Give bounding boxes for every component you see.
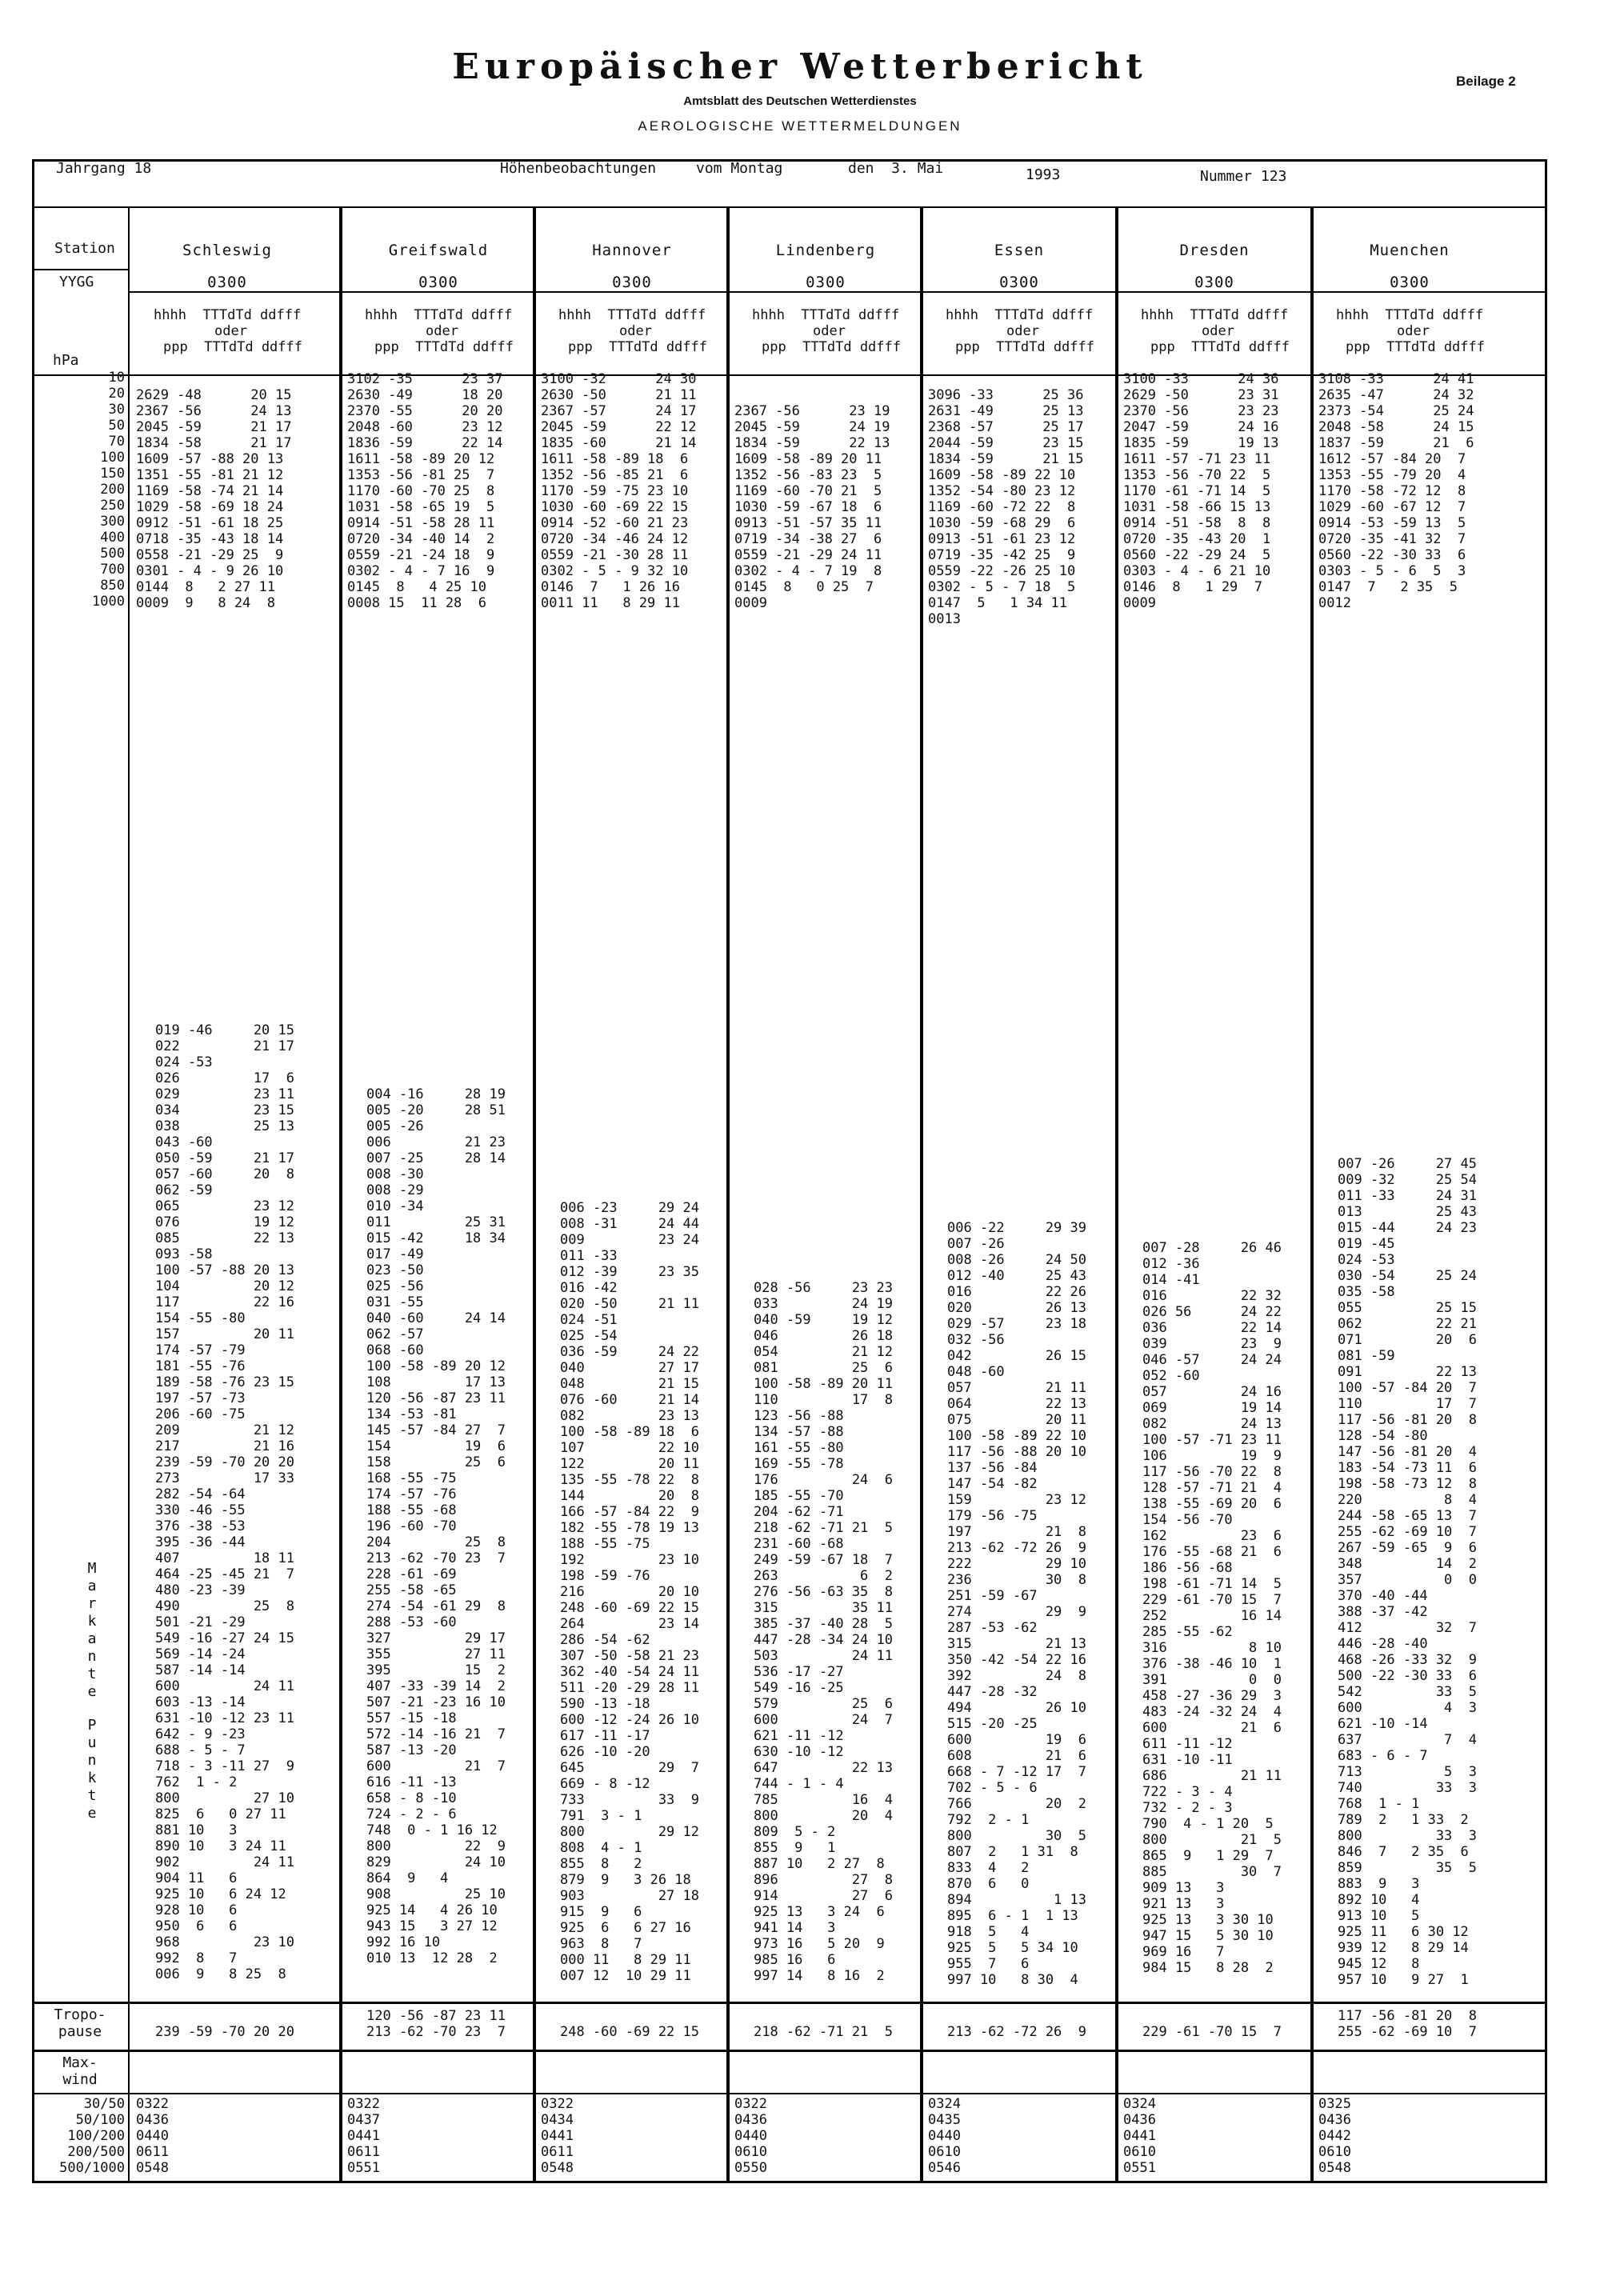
tropopause-data: 239 -59 -70 20 20	[155, 2024, 294, 2040]
column-header-mid: oder	[426, 323, 458, 339]
observation-type: Höhenbeobachtungen	[500, 160, 657, 177]
station-label-divider	[32, 269, 128, 270]
hpa-label: hPa	[53, 352, 79, 369]
significant-levels-data: 007 -26 27 45 009 -32 25 54 011 -33 24 31 013 25 43 015 -44 24 23 019 -45 024 -53 030 -54 25 24 035 -58 055 25 15 062 22 21 071 20 6 081 -59 091 22 13 100 -57 -84 20 7 110 17 7 117 -56 -81 20 8 128 -54 -80 147 -56 -81 20 4 183 -54 -73 11 6 198 -58 -73 12 8 220 8 4 244 -58 -65 13 7 255 -62 -69 10 7 267 -59 -65 9 6 348 14 2 357 0 0 370 -40 -44 388 -37 -42 412 32 7 446 -28 -40 468 -26 -33 32 9 500 -22 -30 33 6 542 33 5 600 4 3 621 -10 -14 637 7 4 683 - 6 - 7 713 5 3 740 33 3 768 1 - 1 789 2 1 33 2 800 33 3 846 7 2 35 6 859 35 5 883 9 3 892 10 4 913 10 5 925 11 6 30 12 939 12 8 29 14 945 12 8 957 10 9 27 1	[1338, 1156, 1477, 1988]
tropopause-data: 229 -61 -70 15 7	[1142, 2024, 1282, 2040]
maxwind-data: 0322 0436 0440 0610 0550	[734, 2096, 767, 2176]
station-name: Muenchen	[1370, 242, 1450, 259]
maxwind-data: 0324 0436 0441 0610 0551	[1123, 2096, 1156, 2176]
column-header-bottom: ppp TTTdTd ddfff	[163, 339, 302, 355]
maxwind-label: Max- wind	[62, 2054, 98, 2088]
maxwind-data: 0325 0436 0442 0610 0548	[1318, 2096, 1351, 2176]
station-name: Lindenberg	[775, 242, 876, 259]
maxwind-data: 0322 0437 0441 0611 0551	[347, 2096, 380, 2176]
station-time: 0300	[612, 274, 652, 291]
column-header-top: hhhh TTTdTd ddfff	[154, 307, 302, 323]
maxwind-divider	[32, 2050, 1547, 2052]
volume-label: Jahrgang 18	[56, 160, 152, 177]
significant-levels-data: 006 -23 29 24 008 -31 24 44 009 23 24 011 -33 012 -39 23 35 016 -42 020 -50 21 11 024 -51 025 -54 036 -59 24 22 040 27 17 048 21 15 076 -60 21 14 082 23 13 100 -58 -89 18 6 107 22 10 122 20 11 135 -55 -78 22 8 144 20 8 166 -57 -84 22 9 182 -55 -78 19 13 188 -55 -75 192 23 10 198 -59 -76 216 20 10 248 -60 -69 22 15 264 23 14 286 -54 -62 307 -50 -58 21 23 362 -40 -54 24 11 511 -20 -29 28 11 590 -13 -18 600 -12 -24 26 10 617 -11 -17 626 -10 -20 645 29 7 669 - 8 -12 733 33 9 791 3 - 1 800 29 12 808 4 - 1 855 8 2 879 9 3 26 18 903 27 18 915 9 6 925 6 6 27 16 963 8 7 000 11 8 29 11 007 12 10 29 11	[560, 1200, 699, 1984]
column-divider	[726, 206, 730, 2183]
station-time: 0300	[207, 274, 247, 291]
station-time: 0300	[806, 274, 846, 291]
column-header-mid: oder	[813, 323, 846, 339]
column-header-bottom: ppp TTTdTd ddfff	[762, 339, 901, 355]
column-header-top: hhhh TTTdTd ddfff	[1336, 307, 1484, 323]
punkte-label: P u n k t e	[87, 1717, 97, 1822]
tropopause-data: 117 -56 -81 20 8 255 -62 -69 10 7	[1338, 2008, 1477, 2040]
tropopause-data: 120 -56 -87 23 11 213 -62 -70 23 7	[366, 2008, 506, 2040]
yygg-label: YYGG	[59, 274, 94, 290]
maxwind-data: 0322 0436 0440 0611 0548	[136, 2096, 169, 2176]
maxwind-levels: 30/50 50/100 100/200 200/500 500/1000	[59, 2096, 125, 2176]
significant-levels-data: 004 -16 28 19 005 -20 28 51 005 -26 006 21 23 007 -25 28 14 008 -30 008 -29 010 -34 011 25 31 015 -42 18 34 017 -49 023 -50 025 -56 031 -55 040 -60 24 14 062 -57 068 -60 100 -58 -89 20 12 108 17 13 120 -56 -87 23 11 134 -53 -81 145 -57 -84 27 7 154 19 6 158 25 6 168 -55 -75 174 -57 -76 188 -55 -68 196 -60 -70 204 25 8 213 -62 -70 23 7 228 -61 -69 255 -58 -65 274 -54 -61 29 8 288 -53 -60 327 29 17 355 27 11 395 15 2 407 -33 -39 14 2 507 -21 -23 16 10 557 -15 -18 572 -14 -16 21 7 587 -13 -20 600 21 7 616 -11 -13 658 - 8 -10 724 - 2 - 6 748 0 - 1 16 12 800 22 9 829 24 10 864 9 4 908 25 10 925 14 4 26 10 943 15 3 27 12 992 16 10 010 13 12 28 2	[366, 1086, 506, 1966]
column-header-mid: oder	[214, 323, 247, 339]
column-header-top: hhhh TTTdTd ddfff	[365, 307, 513, 323]
column-divider	[1310, 206, 1314, 2183]
station-time: 0300	[1390, 274, 1430, 291]
page-title: Europäischer Wetterbericht	[452, 46, 1148, 87]
maxwind-data: 0324 0435 0440 0610 0546	[928, 2096, 961, 2176]
maxwind-header-divider	[32, 2093, 1547, 2094]
significant-levels-data: 007 -28 26 46 012 -36 014 -41 016 22 32 026 56 24 22 036 22 14 039 23 9 046 -57 24 24 052 -60 057 24 16 069 19 14 082 24 13 100 -57 -71 23 11 106 19 9 117 -56 -70 22 8 128 -57 -71 21 4 138 -55 -69 20 6 154 -56 -70 162 23 6 176 -55 -68 21 6 186 -56 -68 198 -61 -71 14 5 229 -61 -70 15 7 252 16 14 285 -55 -62 316 8 10 376 -38 -46 10 1 391 0 0 458 -27 -36 29 3 483 -24 -32 24 4 600 21 6 611 -11 -12 631 -10 -11 686 21 11 722 - 3 - 4 732 - 2 - 3 790 4 - 1 20 5 800 21 5 865 9 1 29 7 885 30 7 909 13 3 921 13 3 925 13 3 30 10 947 15 5 30 10 969 16 7 984 15 8 28 2	[1142, 1240, 1282, 1976]
label-column-divider	[128, 206, 130, 2183]
info-row-divider	[32, 206, 1547, 208]
column-header-mid: oder	[619, 323, 652, 339]
issue-number: Nummer 123	[1200, 168, 1287, 185]
station-name: Essen	[994, 242, 1045, 259]
station-name: Greifswald	[388, 242, 489, 259]
standard-levels-data: 3096 -33 25 36 2631 -49 25 13 2368 -57 25 17 2044 -59 23 15 1834 -59 21 15 1609 -58 -89 22 10 1352 -54 -80 23 12 1169 -60 -72 22 8 1030 -59 -68 29 6 0913 -51 -61 23 12 0719 -35 -42 25 9 0559 -22 -26 25 10 0302 - 5 - 7 18 5 0147 5 1 34 11 0013	[928, 387, 1084, 627]
column-header-bottom: ppp TTTdTd ddfff	[1150, 339, 1290, 355]
column-header-mid: oder	[1006, 323, 1039, 339]
column-header-top: hhhh TTTdTd ddfff	[1141, 307, 1289, 323]
significant-levels-data: 019 -46 20 15 022 21 17 024 -53 026 17 6 029 23 11 034 23 15 038 25 13 043 -60 050 -59 21 17 057 -60 20 8 062 -59 065 23 12 076 19 12 085 22 13 093 -58 100 -57 -88 20 13 104 20 12 117 22 16 154 -55 -80 157 20 11 174 -57 -79 181 -55 -76 189 -58 -76 23 15 197 -57 -73 206 -60 -75 209 21 12 217 21 16 239 -59 -70 20 20 273 17 33 282 -54 -64 330 -46 -55 376 -38 -53 395 -36 -44 407 18 11 464 -25 -45 21 7 480 -23 -39 490 25 8 501 -21 -29 549 -16 -27 24 15 569 -14 -24 587 -14 -14 600 24 11 603 -13 -14 631 -10 -12 23 11 642 - 9 -23 688 - 5 - 7 718 - 3 -11 27 9 762 1 - 2 800 27 10 825 6 0 27 11 881 10 3 890 10 3 24 11 902 24 11 904 11 6 925 10 6 24 12 928 10 6 950 6 6 968 23 10 992 8 7 006 9 8 25 8	[155, 1022, 294, 1982]
standard-levels-data: 3100 -32 24 30 2630 -50 21 11 2367 -57 24 17 2045 -59 22 12 1835 -60 21 14 1611 -58 -89 18 6 1352 -56 -85 21 6 1170 -59 -75 23 10 1030 -60 -69 22 15 0914 -52 -60 21 23 0720 -34 -46 24 12 0559 -21 -30 28 11 0302 - 5 - 9 32 10 0146 7 1 26 16 0011 11 8 29 11	[541, 371, 697, 611]
station-name: Dresden	[1179, 242, 1250, 259]
station-label: Station	[54, 240, 115, 257]
column-header-top: hhhh TTTdTd ddfff	[752, 307, 900, 323]
standard-levels-data: 3108 -33 24 41 2635 -47 24 32 2373 -54 25 24 2048 -58 24 15 1837 -59 21 6 1612 -57 -84 20 7 1353 -55 -79 20 4 1170 -58 -72 12 8 1029 -60 -67 12 7 0914 -53 -59 13 5 0720 -35 -41 32 7 0560 -22 -30 33 6 0303 - 5 - 6 5 3 0147 7 2 35 5 0012	[1318, 371, 1474, 611]
pressure-levels: 10 20 30 50 70 100 150 200 250 300 400 500 700 850 1000	[92, 370, 125, 610]
significant-levels-data: 006 -22 29 39 007 -26 008 -26 24 50 012 -40 25 43 016 22 26 020 26 13 029 -57 23 18 032 -56 042 26 15 048 -60 057 21 11 064 22 13 075 20 11 100 -58 -89 22 10 117 -56 -88 20 10 137 -56 -84 147 -54 -82 159 23 12 179 -56 -75 197 21 8 213 -62 -72 26 9 222 29 10 236 30 8 251 -59 -67 274 29 9 287 -53 -62 315 21 13 350 -42 -54 22 16 392 24 8 447 -28 -32 494 26 10 515 -20 -25 600 19 6 608 21 6 668 - 7 -12 17 7 702 - 5 - 6 766 20 2 792 2 - 1 800 30 5 807 2 1 31 8 833 4 2 870 6 0 894 1 13 895 6 - 1 1 13 918 5 4 925 5 5 34 10 955 7 6 997 10 8 30 4	[947, 1220, 1086, 1988]
standard-levels-data: 3102 -35 23 37 2630 -49 18 20 2370 -55 20 20 2048 -60 23 12 1836 -59 22 14 1611 -58 -89 20 12 1353 -56 -81 25 7 1170 -60 -70 25 8 1031 -58 -65 19 5 0914 -51 -58 28 11 0720 -34 -40 14 2 0559 -21 -24 18 9 0302 - 4 - 7 16 9 0145 8 4 25 10 0008 15 11 28 6	[347, 371, 503, 611]
column-divider	[920, 206, 923, 2183]
section-title: AEROLOGISCHE WETTERMELDUNGEN	[638, 118, 962, 134]
standard-levels-data: 3100 -33 24 36 2629 -50 23 31 2370 -56 23 23 2047 -59 24 16 1835 -59 19 13 1611 -57 -71 23 11 1353 -56 -70 22 5 1170 -61 -71 14 5 1031 -58 -66 15 13 0914 -51 -58 8 8 0720 -35 -43 20 1 0560 -22 -29 24 5 0303 - 4 - 6 21 10 0146 8 1 29 7 0009	[1123, 371, 1279, 611]
column-divider	[339, 206, 342, 2183]
tropopause-data: 218 -62 -71 21 5	[754, 2024, 893, 2040]
column-header-bottom: ppp TTTdTd ddfff	[1346, 339, 1485, 355]
tropopause-label: Tropo- pause	[54, 2006, 106, 2040]
column-header-mid: oder	[1202, 323, 1234, 339]
station-name: Schleswig	[182, 242, 272, 259]
station-time: 0300	[1194, 274, 1234, 291]
standard-levels-data: 2367 -56 23 19 2045 -59 24 19 1834 -59 22 13 1609 -58 -89 20 11 1352 -56 -83 23 5 1169 -60 -70 21 5 1030 -59 -67 18 6 0913 -51 -57 35 11 0719 -34 -38 27 6 0559 -21 -29 24 11 0302 - 4 - 7 19 8 0145 8 0 25 7 0009	[734, 403, 890, 611]
tropopause-data: 248 -60 -69 22 15	[560, 2024, 699, 2040]
station-name: Hannover	[592, 242, 672, 259]
significant-levels-data: 028 -56 23 23 033 24 19 040 -59 19 12 046 26 18 054 21 12 081 25 6 100 -58 -89 20 11 110 17 8 123 -56 -88 134 -57 -88 161 -55 -80 169 -55 -78 176 24 6 185 -55 -70 204 -62 -71 218 -62 -71 21 5 231 -60 -68 249 -59 -67 18 7 263 6 2 276 -56 -63 35 8 315 35 11 385 -37 -40 28 5 447 -28 -34 24 10 503 24 11 536 -17 -27 549 -16 -25 579 25 6 600 24 7 621 -11 -12 630 -10 -12 647 22 13 744 - 1 - 4 785 16 4 800 20 4 809 5 - 2 855 9 1 887 10 2 27 8 896 27 8 914 27 6 925 13 3 24 6 941 14 3 973 16 5 20 9 985 16 6 997 14 8 16 2	[754, 1280, 893, 1984]
tropopause-divider	[32, 2002, 1547, 2004]
column-header-top: hhhh TTTdTd ddfff	[946, 307, 1094, 323]
tropopause-data: 213 -62 -72 26 9	[947, 2024, 1086, 2040]
column-divider	[1115, 206, 1118, 2183]
column-header-top: hhhh TTTdTd ddfff	[558, 307, 706, 323]
column-header-bottom: ppp TTTdTd ddfff	[568, 339, 707, 355]
markante-label: M a r k a n t e	[87, 1560, 97, 1700]
column-header-mid: oder	[1397, 323, 1430, 339]
supplement-label: Beilage 2	[1456, 74, 1516, 89]
column-header-bottom: ppp TTTdTd ddfff	[374, 339, 514, 355]
station-time: 0300	[418, 274, 458, 291]
standard-levels-data: 2629 -48 20 15 2367 -56 24 13 2045 -59 21 17 1834 -58 21 17 1609 -57 -88 20 13 1351 -55 -81 21 12 1169 -58 -74 21 14 1029 -58 -69 18 24 0912 -51 -61 18 25 0718 -35 -43 18 14 0558 -21 -29 25 9 0301 - 4 - 9 26 10 0144 8 2 27 11 0009 9 8 24 8	[136, 387, 292, 611]
station-time: 0300	[999, 274, 1039, 291]
weekday-label: vom Montag	[696, 160, 783, 177]
page-subtitle: Amtsblatt des Deutschen Wetterdienstes	[683, 94, 917, 108]
column-header-bottom: ppp TTTdTd ddfff	[955, 339, 1094, 355]
date-label: den 3. Mai	[848, 160, 944, 177]
column-divider	[533, 206, 536, 2183]
year-label: 1993	[1026, 166, 1061, 183]
maxwind-data: 0322 0434 0441 0611 0548	[541, 2096, 574, 2176]
